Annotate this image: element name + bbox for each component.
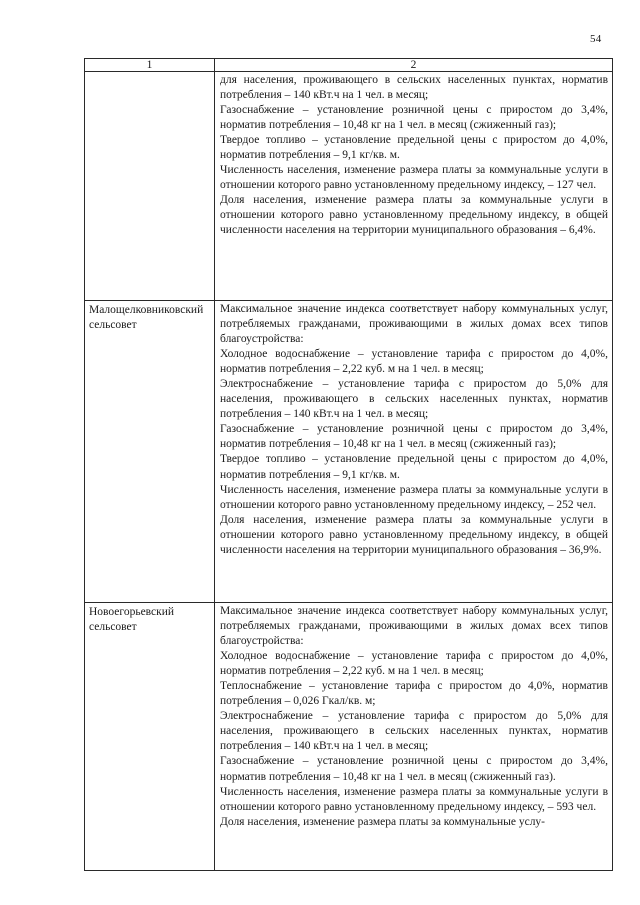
paragraph: Холодное водоснабжение – установление тарифа с приростом до 4,0%, норматив потребления – 2,22 куб. м на 1 чел. в месяц; [220, 348, 608, 376]
paragraph: Электроснабжение – установление тарифа с приростом до 5,0% для населения, проживающего в сельских населенных пунктах, норматив потребления – 140 кВт.ч на 1 чел. в месяц; [220, 710, 608, 753]
table-header-row [85, 59, 613, 72]
municipality-name: Малощелковниковский сельсовет [85, 301, 215, 603]
paragraph: Численность населения, изменение размера платы за коммунальные услуги в отношении которого равно установленному предельному индексу, – 593 чел. [220, 785, 608, 813]
indicator-description [215, 301, 613, 603]
municipality-name: Новоегорьевский сельсовет [85, 603, 215, 871]
paragraph: Максимальное значение индекса соответствует набору коммунальных услуг, потребляемых гражданами, проживающими в жилых домах всех типов благоустройства: [220, 303, 608, 346]
municipality-name [85, 72, 215, 301]
tariff-index-table [84, 58, 613, 871]
paragraph: Численность населения, изменение размера платы за коммунальные услуги в отношении которого равно установленному предельному индексу, – 127 чел. [220, 164, 608, 192]
page-number: 54 [590, 33, 602, 45]
paragraph: Численность населения, изменение размера платы за коммунальные услуги в отношении которого равно установленному предельному индексу, – 252 чел. [220, 483, 608, 511]
paragraph: Теплоснабжение – установление тарифа с приростом до 4,0%, норматив потребления – 0,026 Гкал/кв. м; [220, 680, 608, 708]
column-header-1: 1 [85, 59, 215, 72]
paragraph: для населения, проживающего в сельских населенных пунктах, норматив потребления – 140 кВт.ч на 1 чел. в месяц; [220, 74, 608, 102]
indicator-description [215, 72, 613, 301]
paragraph: Холодное водоснабжение – установление тарифа с приростом до 4,0%, норматив потребления – 2,22 куб. м на 1 чел. в месяц; [220, 650, 608, 678]
paragraph: Максимальное значение индекса соответствует набору коммунальных услуг, потребляемых гражданами, проживающими в жилых домах всех типов благоустройства: [220, 605, 608, 648]
paragraph: Газоснабжение – установление розничной цены с приростом до 3,4%, норматив потребления – 10,48 кг на 1 чел. в месяц (сжиженный газ); [220, 104, 608, 132]
paragraph: Электроснабжение – установление тарифа с приростом до 5,0% для населения, проживающего в сельских населенных пунктах, норматив потребления – 140 кВт.ч на 1 чел. в месяц; [220, 378, 608, 421]
paragraph: Доля населения, изменение размера платы за коммунальные услу- [220, 815, 546, 828]
table-row [85, 603, 613, 871]
column-header-2: 2 [215, 59, 613, 72]
table-row [85, 301, 613, 603]
indicator-description [215, 603, 613, 871]
paragraph: Доля населения, изменение размера платы за коммунальные услуги в отношении которого равно установленному предельному индексу, в общей численности населения на территории муниципального образования – 6,4%. [220, 194, 608, 237]
paragraph: Доля населения, изменение размера платы за коммунальные услуги в отношении которого равно установленному предельному индексу, в общей численности населения на территории муниципального образования – 36,9%. [220, 513, 608, 556]
paragraph: Газоснабжение – установление розничной цены с приростом до 3,4%, норматив потребления – 10,48 кг на 1 чел. в месяц (сжиженный газ). [220, 755, 608, 783]
paragraph: Твердое топливо – установление предельной цены с приростом до 4,0%, норматив потребления – 9,1 кг/кв. м. [220, 134, 608, 162]
paragraph: Газоснабжение – установление розничной цены с приростом до 3,4%, норматив потребления – 10,48 кг на 1 чел. в месяц (сжиженный газ); [220, 423, 608, 451]
paragraph: Твердое топливо – установление предельной цены с приростом до 4,0%, норматив потребления – 9,1 кг/кв. м. [220, 453, 608, 481]
table-row [85, 72, 613, 301]
